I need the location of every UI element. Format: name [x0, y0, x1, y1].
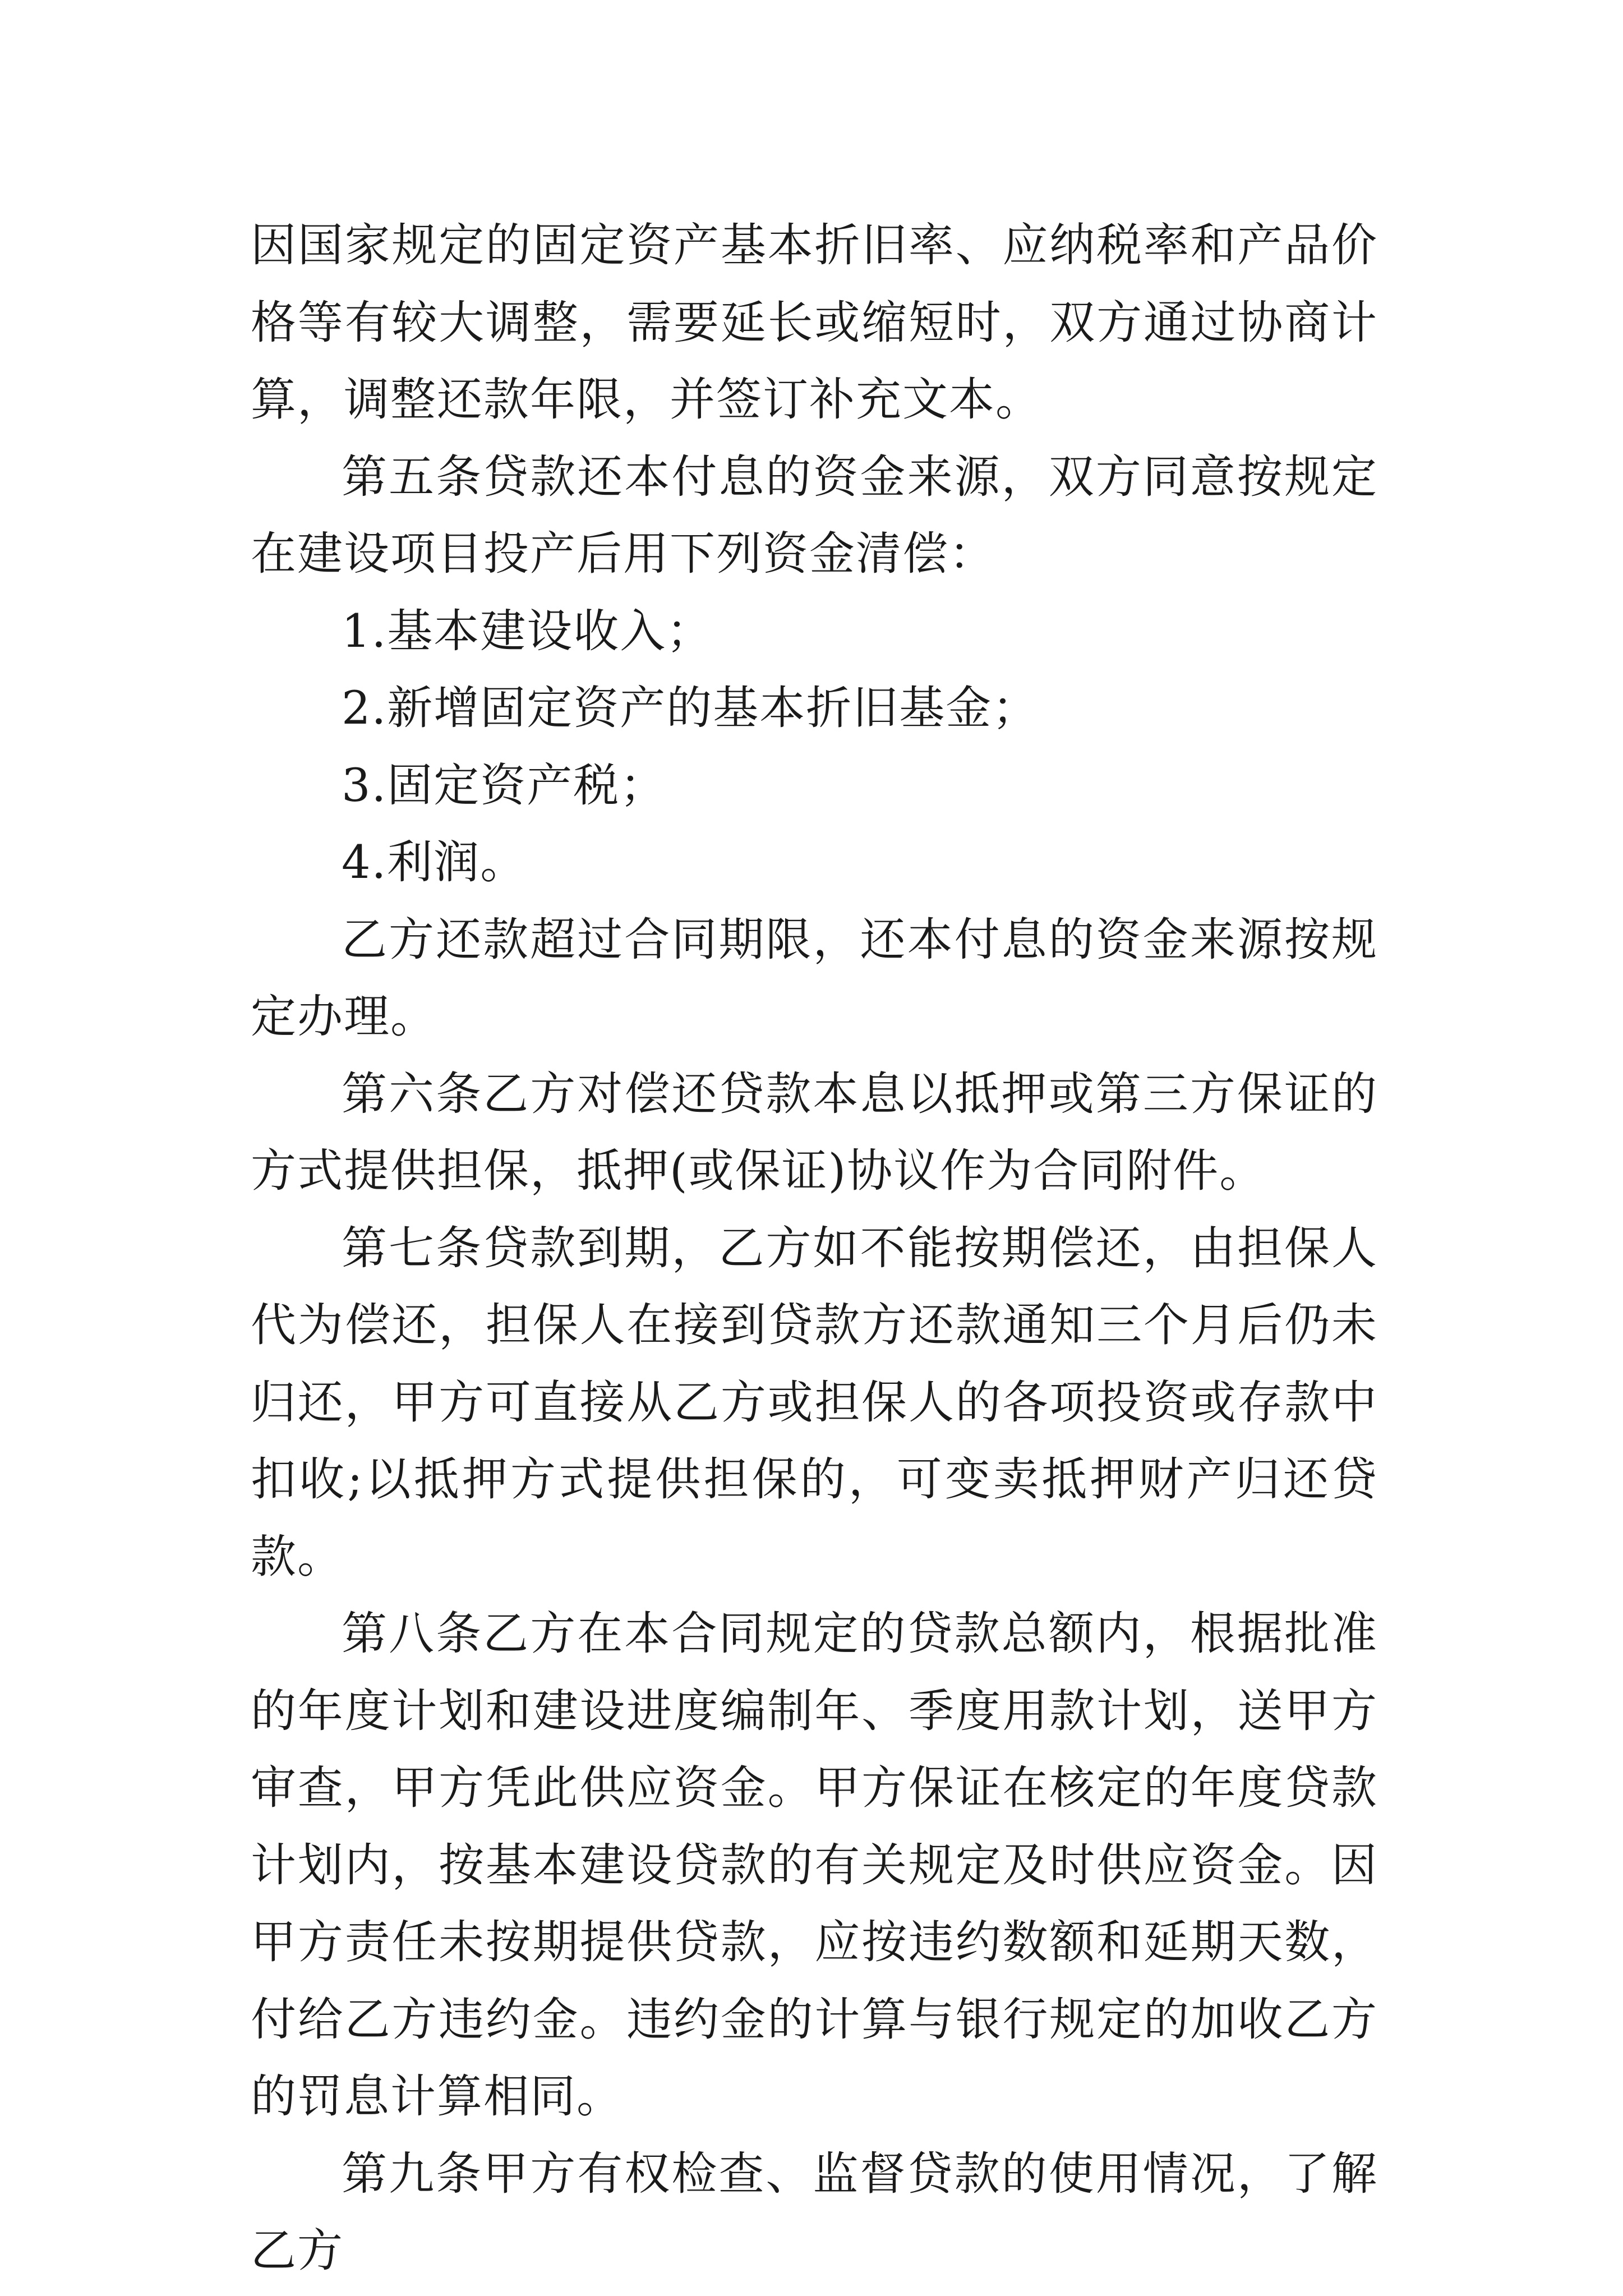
paragraph-article-5: 第五条贷款还本付息的资金来源，双方同意按规定在建设项目投产后用下列资金清偿： — [251, 450, 1378, 581]
document-body — [251, 208, 1378, 2290]
paragraph-1: 因国家规定的固定资产基本折旧率、应纳税率和产品价格等有较大调整，需要延长或缩短时，双方通过协商计算，调整还款年限，并签订补充文本。 — [251, 219, 1378, 426]
paragraph-overdue-repayment: 乙方还款超过合同期限，还本付息的资金来源按规定办理。 — [251, 913, 1378, 1043]
paragraph-article-8: 第八条乙方在本合同规定的贷款总额内，根据批准的年度计划和建设进度编制年、季度用款计划，送甲方审查，甲方凭此供应资金。甲方保证在核定的年度贷款计划内，按基本建设贷款的有关规定及时供应资金。因甲方责任未按期提供贷款，应按违约数额和延期天数，付给乙方违约金。违约金的计算与银行规定的加收乙方的罚息计算相同。 — [251, 1608, 1378, 2123]
list-item-4: 4.利润。 — [342, 836, 527, 889]
paragraph-article-7: 第七条贷款到期，乙方如不能按期偿还，由担保人代为偿还，担保人在接到贷款方还款通知三个月后仍未归还，甲方可直接从乙方或担保人的各项投资或存款中扣收;以抵押方式提供担保的，可变卖抵押财产归还贷款。 — [251, 1222, 1378, 1584]
paragraph-article-6: 第六条乙方对偿还贷款本息以抵押或第三方保证的方式提供担保，抵押(或保证)协议作为合同附件。 — [251, 1068, 1378, 1198]
list-item-3: 3.固定资产税； — [342, 759, 667, 812]
list-item-2: 2.新增固定资产的基本折旧基金； — [342, 682, 1039, 735]
list-item-1: 1.基本建设收入； — [342, 605, 713, 658]
paragraph-article-9: 第九条甲方有权检查、监督贷款的使用情况，了解乙方 — [251, 2147, 1378, 2277]
